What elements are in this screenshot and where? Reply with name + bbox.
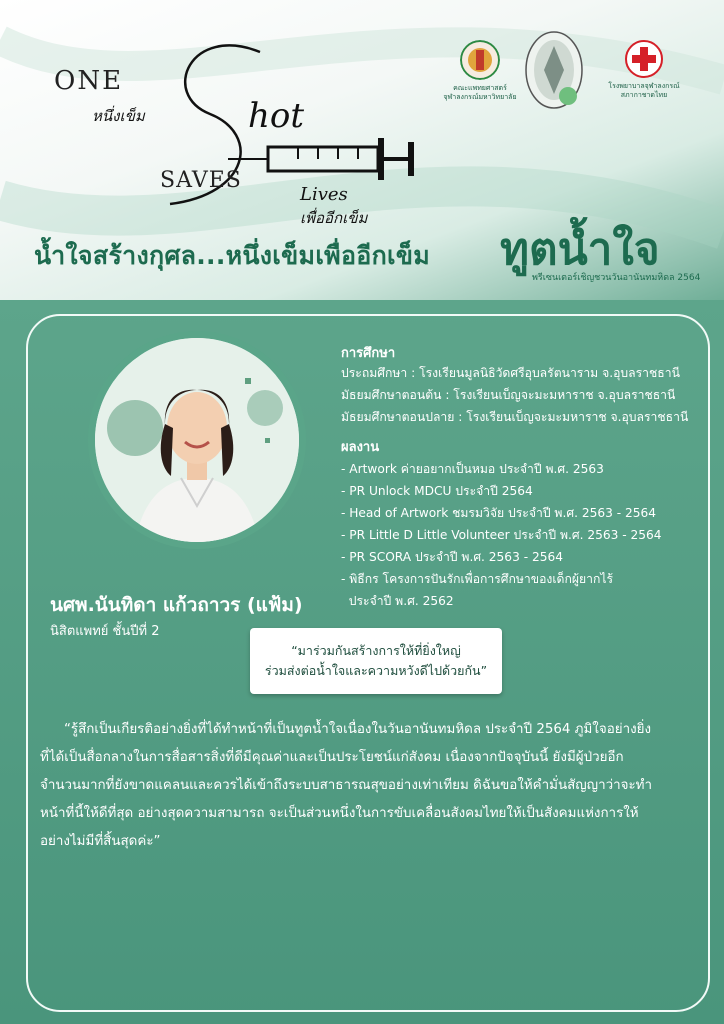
statement-line: อย่างไม่มีที่สิ้นสุดค่ะ”: [40, 834, 161, 849]
partner-logo-emblem: [524, 26, 584, 110]
education-item: มัธยมศึกษาตอนต้น : โรงเรียนเบ็ญจะมะมหาราช จ.อุบลราชธานี: [341, 388, 676, 402]
quote-line: ร่วมส่งต่อน้ำใจและความหวังดีไปด้วยกัน”: [264, 663, 488, 678]
brand-subtitle: พรีเซนเตอร์เชิญชวนวันอานันทมหิดล 2564: [532, 273, 701, 283]
quote-box: [250, 628, 502, 694]
emblem-icon: [524, 26, 584, 110]
works-item: - PR Little D Little Volunteer ประจำปี พ.ศ. 2563 - 2564: [341, 528, 662, 542]
logo-saves-text: SAVES: [160, 168, 242, 193]
partner-caption-faculty: คณะแพทยศาสตร์ จุฬาลงกรณ์มหาวิทยาลัย: [443, 84, 517, 101]
portrait-illustration-icon: [95, 338, 299, 542]
partner-logo-hospital: [604, 40, 684, 100]
profile-role: นิสิตแพทย์ ชั้นปีที่ 2: [50, 624, 160, 639]
partner-logo-faculty: [440, 40, 520, 102]
logo-script-one: หนึ่งเข็ม: [92, 107, 145, 125]
quote-line: “มาร่วมกันสร้างการให้ที่ยิ่งใหญ่: [291, 643, 461, 658]
works-heading: ผลงาน: [341, 440, 380, 455]
brand-title: ทูตน้ำใจ: [500, 224, 660, 275]
works-item: - PR Unlock MDCU ประจำปี 2564: [341, 484, 533, 498]
statement-line: หน้าที่นี้ให้ดีที่สุด อย่างสุดความสามารถ จะเป็นส่วนหนึ่งในการขับเคลื่อนสังคมไทยให้เป็นสังคมแห่งการให้: [40, 806, 639, 821]
works-item: - PR SCORA ประจำปี พ.ศ. 2563 - 2564: [341, 550, 563, 564]
partner-caption-hospital: โรงพยาบาลจุฬาลงกรณ์ สภากาชาดไทย: [608, 82, 680, 99]
statement-line: ที่ได้เป็นสื่อกลางในการสื่อสารสิ่งที่ดีมีคุณค่าและเป็นประโยชน์แก่สังคม เนื่องจากปัจจุบันนี้ ยังมีผู้ป่วยอีก: [40, 750, 624, 765]
logo-script-lives: เพื่ออีกเข็ม: [300, 209, 368, 227]
works-item: - Head of Artwork ชมรมวิจัย ประจำปี พ.ศ. 2563 - 2564: [341, 506, 657, 520]
logo-lives-text: Lives: [300, 184, 348, 205]
syringe-icon: [228, 134, 428, 184]
faculty-seal-icon: [460, 40, 500, 80]
education-item: ประถมศึกษา : โรงเรียนมูลนิธิวัดศรีอุบลรัตนาราม จ.อุบลราชธานี: [341, 366, 680, 380]
statement-paragraph: [40, 716, 700, 856]
profile-name: นศพ.นันทิดา แก้วถาวร (แฟ้ม): [50, 594, 303, 616]
page-headline: น้ำใจสร้างกุศล...หนึ่งเข็มเพื่ออีกเข็ม: [34, 241, 431, 270]
logo-hot-text: hot: [248, 96, 305, 136]
works-item: - Artwork ค่ายอยากเป็นหมอ ประจำปี พ.ศ. 2563: [341, 462, 604, 476]
statement-line: จำนวนมากที่ยังขาดแคลนและควรได้เข้าถึงระบบสาธารณสุขอย่างเท่าเทียม ดิฉันขอให้คำมั่นสัญญาว่าจะทำ: [40, 778, 653, 793]
logo-one-text: ONE: [54, 66, 124, 96]
works-item: ประจำปี พ.ศ. 2562: [341, 594, 454, 608]
statement-line: “รู้สึกเป็นเกียรติอย่างยิ่งที่ได้ทำหน้าที่เป็นทูตน้ำใจเนื่องในวันอานันทมหิดล ประจำปี 2564 ภูมิใจอย่างยิ่ง: [64, 722, 652, 737]
red-cross-icon: [625, 40, 663, 78]
works-item: - พิธีกร โครงการปันรักเพื่อการศึกษาของเด็กผู้ยากไร้: [341, 572, 614, 586]
education-heading: การศึกษา: [341, 346, 396, 361]
profile-photo: [95, 338, 299, 542]
education-item: มัธยมศึกษาตอนปลาย : โรงเรียนเบ็ญจะมะมหาราช จ.อุบลราชธานี: [341, 410, 689, 424]
